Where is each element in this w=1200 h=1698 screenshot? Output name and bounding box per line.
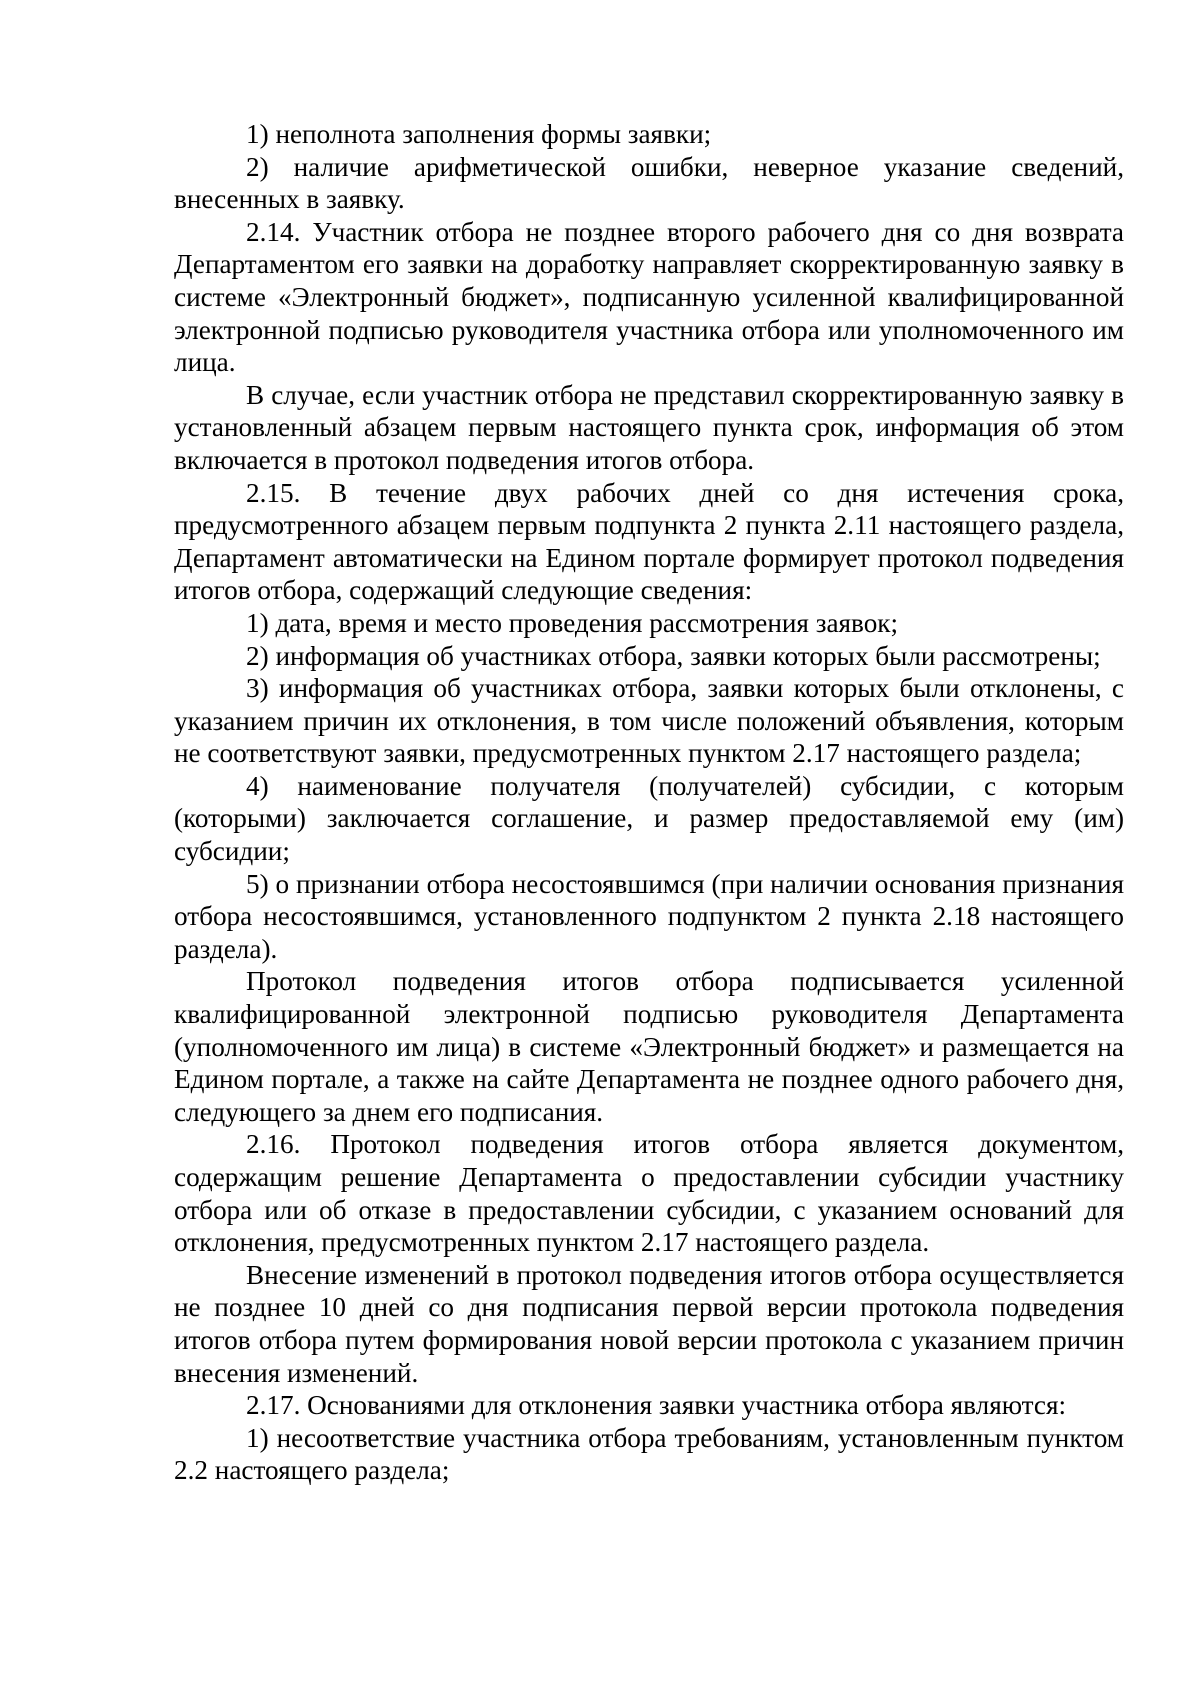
paragraph-item-1-incomplete-form: 1) неполнота заполнения формы заявки; xyxy=(246,119,712,149)
document-page xyxy=(174,118,1124,1487)
paragraph-clause-2-16: 2.16. Протокол подведения итогов отбора является документом, содержащим решение Департамента о предоставлении субсидии участнику отбора или об отказе в предоставлении субсидии, с указанием оснований для отклонения, предусмотренных пунктом 2.17 настоящего раздела. xyxy=(174,1129,1124,1258)
paragraph-clause-2-15: 2.15. В течение двух рабочих дней со дня истечения срока, предусмотренного абзацем первым подпункта 2 пункта 2.11 настоящего раздела, Департамент автоматически на Едином портале формирует протокол подведения итогов отбора, содержащий следующие сведения: xyxy=(174,477,1124,606)
paragraph-clause-2-17: 2.17. Основаниями для отклонения заявки участника отбора являются: xyxy=(246,1390,1067,1421)
paragraph-protocol-signing: Протокол подведения итогов отбора подписывается усиленной квалифицированной электронной подписью руководителя Департамента (уполномоченного им лица) в системе «Электронный бюджет» и размещается на Едином портале, а также на сайте Департамента не позднее одного рабочего дня, следующего за днем его подписания. xyxy=(174,966,1124,1127)
paragraph-protocol-item-4: 4) наименование получателя (получателей) субсидии, с которым (которыми) заключается соглашение, и размер предоставляемой ему (им) субсидии; xyxy=(174,770,1124,867)
paragraph-protocol-item-2: 2) информация об участниках отбора, заявки которых были рассмотрены; xyxy=(246,640,1101,671)
paragraph-protocol-item-1: 1) дата, время и место проведения рассмотрения заявок; xyxy=(246,607,899,638)
paragraph-clause-2-14: 2.14. Участник отбора не позднее второго рабочего дня со дня возврата Департаментом его заявки на доработку направляет скорректированную заявку в системе «Электронный бюджет», подписанную усиленной квалифицированной электронной подписью руководителя участника отбора или уполномоченного им лица. xyxy=(174,216,1124,378)
paragraph-item-2-arithmetic-error: 2) наличие арифметической ошибки, неверное указание сведений, внесенных в заявку. xyxy=(174,151,1124,215)
paragraph-protocol-item-5: 5) о признании отбора несостоявшимся (при наличии основания признания отбора несостоявшимся, установленного подпунктом 2 пункта 2.18 настоящего раздела). xyxy=(174,868,1124,964)
paragraph-clause-2-14-non-submission: В случае, если участник отбора не представил скорректированную заявку в установленный абзацем первым настоящего пункта срок, информация об этом включается в протокол подведения итогов отбора. xyxy=(174,379,1124,475)
paragraph-protocol-item-3: 3) информация об участниках отбора, заявки которых были отклонены, с указанием причин их отклонения, в том числе положений объявления, которым не соответствуют заявки, предусмотренных пунктом 2.17 настоящего раздела; xyxy=(174,673,1124,769)
paragraph-rejection-item-1: 1) несоответствие участника отбора требованиям, установленным пунктом 2.2 настоящего раздела; xyxy=(174,1422,1124,1486)
paragraph-protocol-amendments: Внесение изменений в протокол подведения итогов отбора осуществляется не позднее 10 дней со дня подписания первой версии протокола подведения итогов отбора путем формирования новой версии протокола с указанием причин внесения изменений. xyxy=(174,1259,1124,1388)
